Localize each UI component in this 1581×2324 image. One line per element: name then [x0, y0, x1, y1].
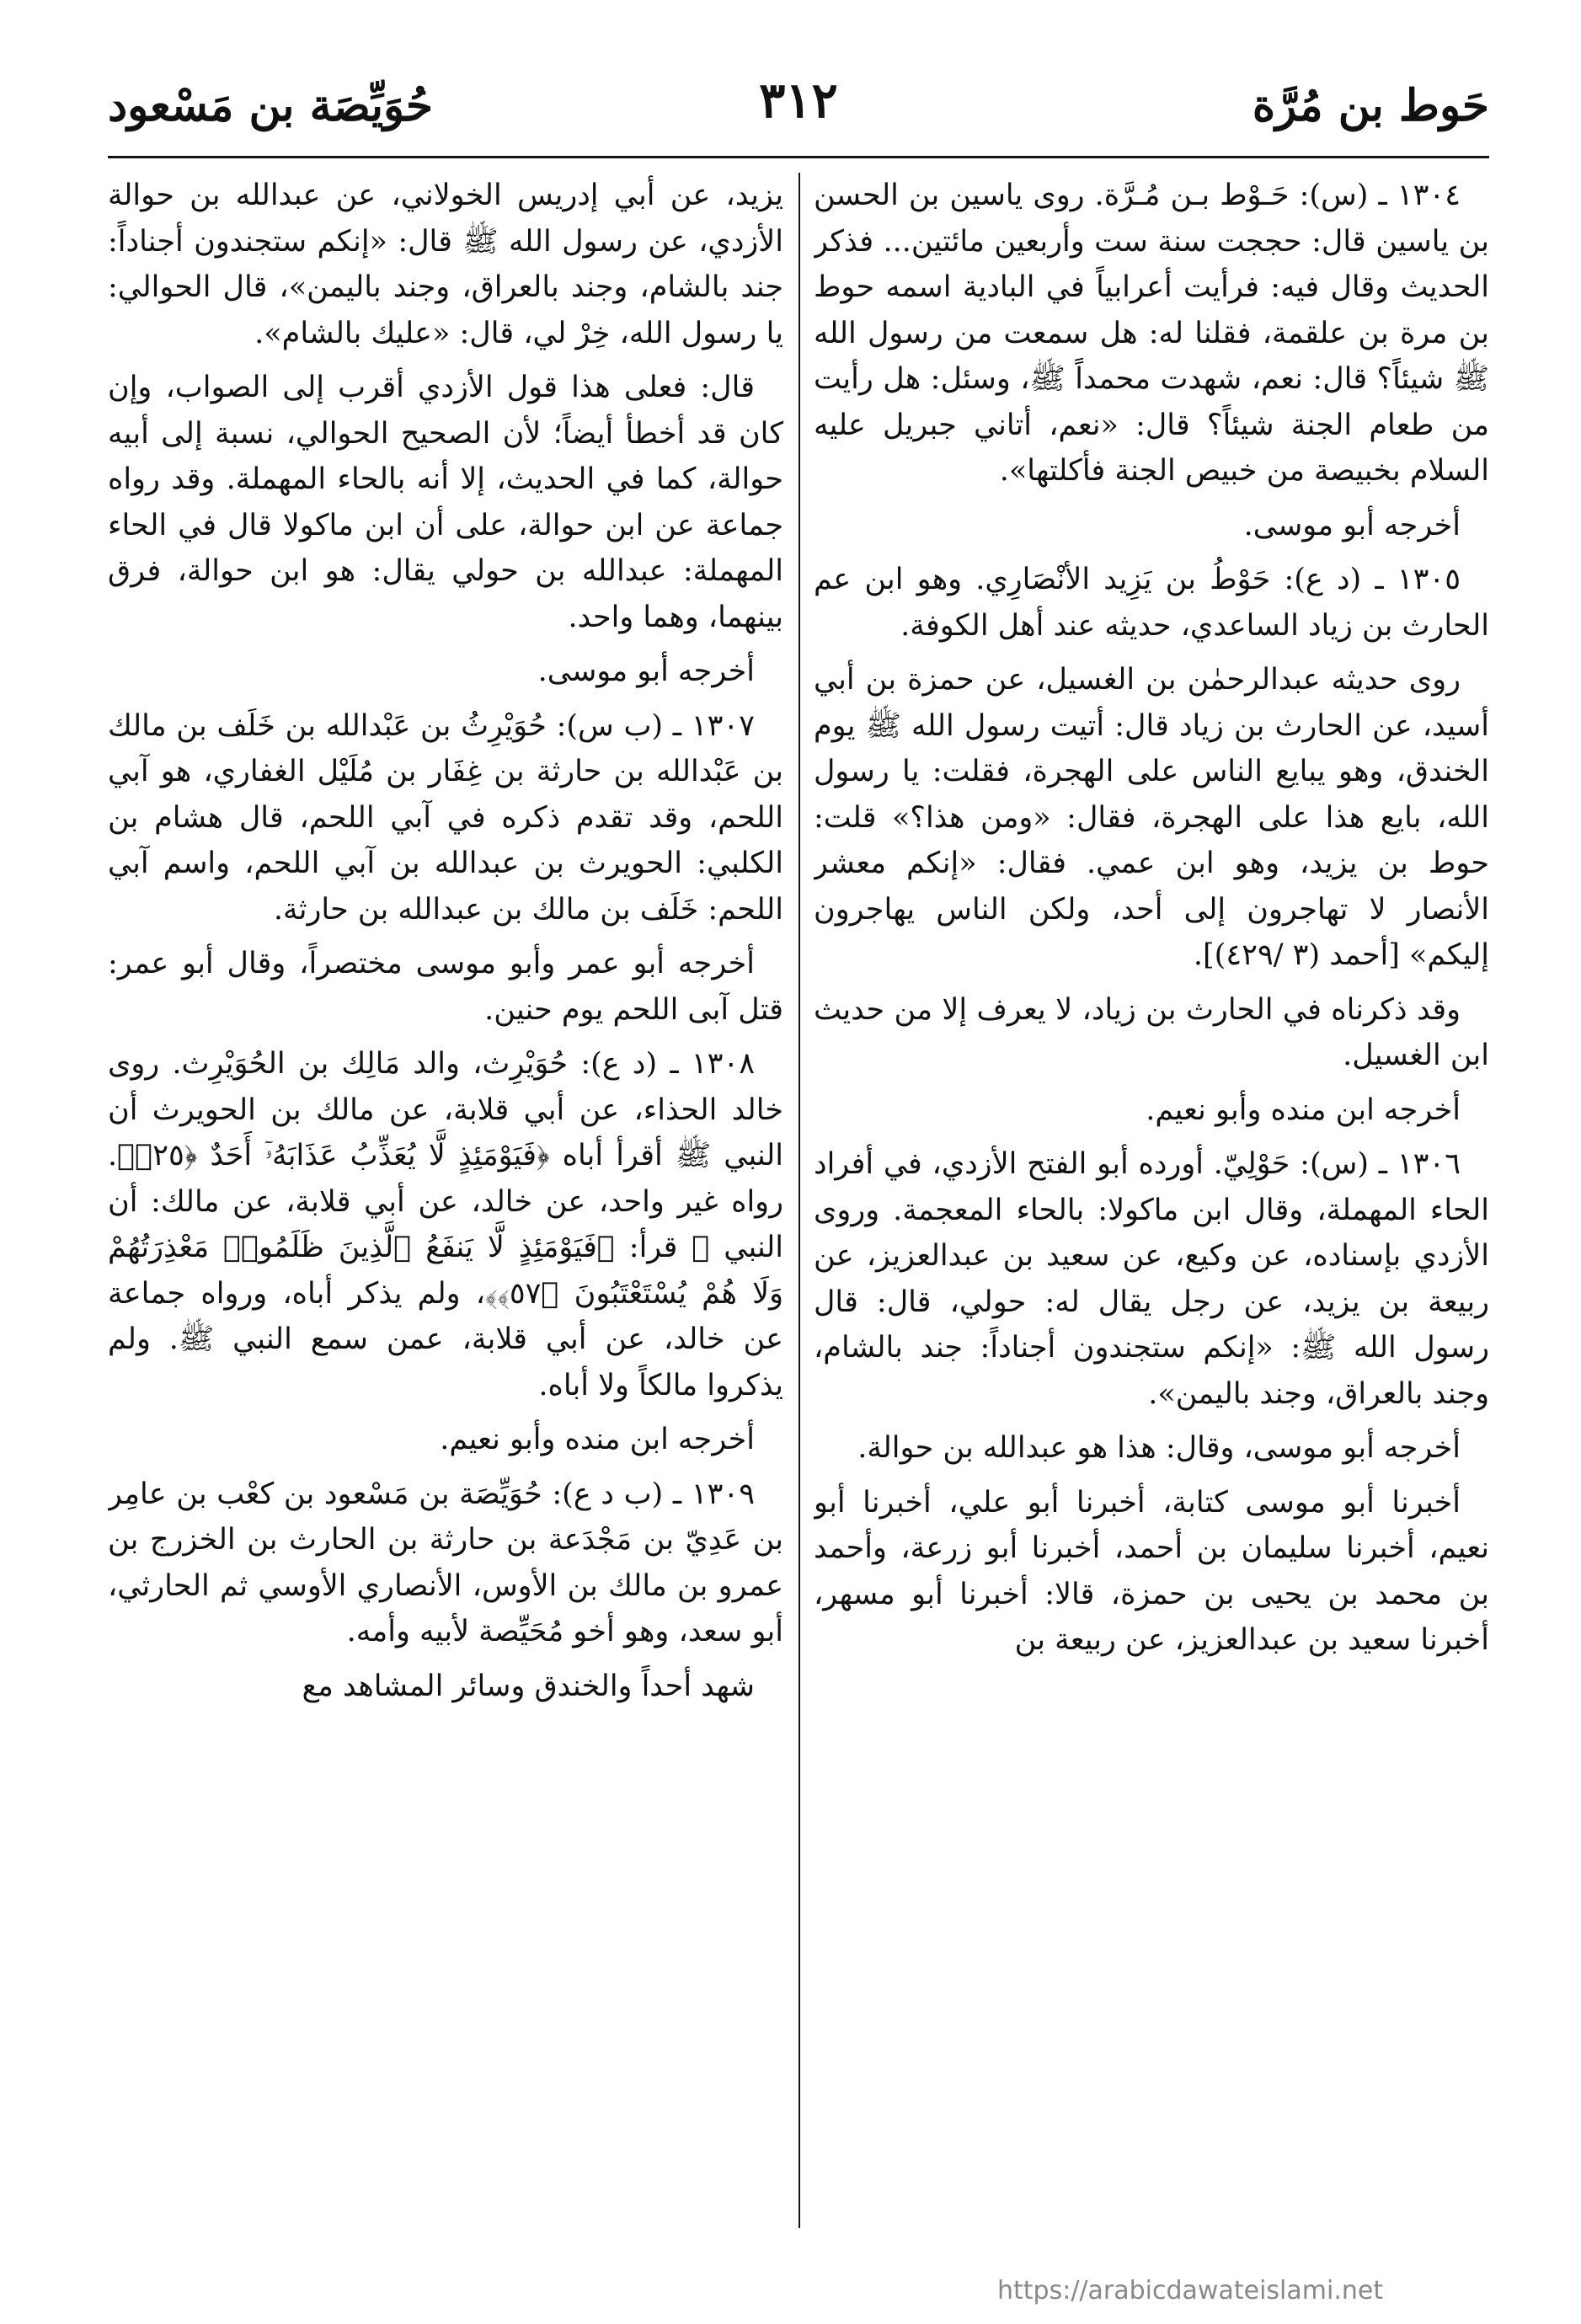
header-right-title: حَوط بن مُرَّة — [1252, 80, 1489, 131]
source-note: أخرجه ابن منده وأبو نعيم. — [1146, 1093, 1461, 1127]
page-number: ٣١٢ — [759, 72, 838, 129]
header-left-title: حُوَيِّصَة بن مَسْعود — [108, 80, 434, 131]
source-note: أخرجه أبو عمر وأبو موسى مختصراً، وقال أبو عمر: قتل آبى اللحم يوم حنين. — [108, 947, 783, 1027]
entry-1308: ١٣٠٨ ـ (د ع): حُوَيْرِث، والد مَالِك بن الحُوَيْرِث. روى خالد الحذاء، عن أبي قلابة، عن مالك بن الحويرث أن النبي ﷺ أقرأ أباه ﴿فَيَوْمَئِذٍ لَّا يُعَذِّبُ عَذَابَهُۥٓ أَحَدٌ ﴿٢٥﴾﴾. رواه غير واحد، عن خالد، عن أبي قلابة، عن مالك: أن النبي ﷺ قرأ: ﴿فَيَوْمَئِذٍ لَّا يَنفَعُ ٱلَّذِينَ ظَلَمُوا۟ مَعْذِرَتُهُمْ وَلَا هُمْ يُسْتَعْتَبُونَ ﴿٥٧﴾﴾، ولم يذكر أباه، ورواه جماعة عن خالد، عن أبي قلابة، عمن سمع النبي ﷺ. ولم يذكروا مالكاً ولا أباه. — [108, 1047, 783, 1402]
entry-1309: ١٣٠٩ ـ (ب د ع): حُوَيِّصَة بن مَسْعود بن كعْب بن عامِر بن عَدِيّ بن مَجْدَعة بن حارثة بن الحارث بن الخزرج بن عمرو بن مالك بن الأوس، الأنصاري الأوسي ثم الحارثي، أبو سعد، وهو أخو مُحَيِّصة لأبيه وأمه. — [108, 1477, 783, 1648]
column-divider — [799, 173, 800, 2228]
page-header — [108, 72, 1489, 147]
paragraph: شهد أحداً والخندق وسائر المشاهد مع — [302, 1669, 755, 1703]
source-note: أخرجه ابن منده وأبو نعيم. — [440, 1423, 755, 1456]
entry-1305: ١٣٠٥ ـ (د ع): حَوْطُ بن يَزِيد الأنْصَارِي. وهو ابن عم الحارث بن زياد الساعدي، حديثه عند أهل الكوفة. — [814, 563, 1489, 643]
header-rule — [108, 156, 1489, 158]
right-column — [814, 173, 1489, 2236]
source-note: أخرجه أبو موسى. — [1243, 508, 1461, 542]
paragraph: وقد ذكرناه في الحارث بن زياد، لا يعرف إلا من حديث ابن الغسيل. — [814, 992, 1489, 1072]
entry-1307: ١٣٠٧ ـ (ب س): حُوَيْرِثُ بن عَبْدالله بن خَلَف بن مالك بن عَبْدالله بن حارثة بن غِفَار بن مُلَيْل الغفاري، هو آبي اللحم، وقد تقدم ذكره في آبي اللحم، قال هشام بن الكلبي: الحويرث بن عبدالله بن آبي اللحم، واسم آبي اللحم: خَلَف بن مالك بن عبدالله بن حارثة. — [108, 708, 783, 927]
entry-1306: ١٣٠٦ ـ (س): حَوْلِيّ. أورده أبو الفتح الأزدي، في أفراد الحاء المهملة، وقال ابن ماكولا: بالحاء المعجمة. وروى الأزدي بإسناده، عن وكيع، عن سعيد بن عبدالعزيز، عن ربيعة بن يزيد، عن رجل يقال له: حولي، قال: قال رسول الله ﷺ: «إنكم ستجندون أجناداً: جند بالشام، وجند بالعراق، وجند باليمن». — [814, 1147, 1489, 1411]
paragraph: أخبرنا أبو موسى كتابة، أخبرنا أبو علي، أخبرنا أبو نعيم، أخبرنا سليمان بن أحمد، أخبرنا أبو زرعة، وأحمد بن محمد بن يحيى بن حمزة، قالا: أخبرنا أبو مسهر، أخبرنا سعيد بن عبدالعزيز، عن ربيعة بن — [814, 1485, 1489, 1657]
source-note: أخرجه أبو موسى، وقال: هذا هو عبدالله بن حوالة. — [857, 1431, 1461, 1465]
source-note: أخرجه أبو موسى. — [537, 654, 755, 688]
paragraph: يزيد، عن أبي إدريس الخولاني، عن عبدالله بن حوالة الأزدي، عن رسول الله ﷺ قال: «إنكم ستجندون أجناداً: جند بالشام، وجند بالعراق، وجند باليمن»، قال الحوالي: يا رسول الله، خِرْ لي، قال: «عليك بالشام». — [108, 179, 783, 350]
watermark-url: https://arabicdawateislami.net — [997, 2276, 1384, 2305]
left-column — [108, 173, 783, 2236]
paragraph: روى حديثه عبدالرحمٰن بن الغسيل، عن حمزة بن أبي أسيد، عن الحارث بن زياد قال: أتيت رسول الله ﷺ يوم الخندق، وهو يبايع الناس على الهجرة، فقلت: يا رسول الله، بايع هذا على الهجرة، فقال: «ومن هذا؟» قلت: حوط بن يزيد، وهو ابن عمي. فقال: «إنكم معشر الأنصار لا تهاجرون إلى أحد، ولكن الناس يهاجرون إليكم» [أحمد (٣ /٤٢٩)]. — [814, 663, 1489, 972]
paragraph: قال: فعلى هذا قول الأزدي أقرب إلى الصواب، وإن كان قد أخطأ أيضاً؛ لأن الصحيح الحوالي، نسبة إلى أبيه حوالة، كما في الحديث، إلا أنه بالحاء المهملة. وقد رواه جماعة عن ابن حوالة، على أن ابن ماكولا قال في الحاء المهملة: عبدالله بن حولي يقال: هو ابن حوالة، فرق بينهما، وهما واحد. — [108, 371, 783, 634]
entry-1304: ١٣٠٤ ـ (س): حَـوْط بـن مُـرَّة. روى ياسين بن الحسن بن ياسين قال: حججت سنة ست وأربعين مائتين... فذكر الحديث وقال فيه: فرأيت أعرابياً في البادية اسمه حوط بن مرة بن علقمة، فقلنا له: هل سمعت من رسول الله ﷺ شيئاً؟ قال: نعم، شهدت محمداً ﷺ، وسئل: هل رأيت من طعام الجنة شيئاً؟ قال: «نعم، أتاني جبريل عليه السلام بخبيصة من خبيص الجنة فأكلتها». — [814, 179, 1489, 488]
